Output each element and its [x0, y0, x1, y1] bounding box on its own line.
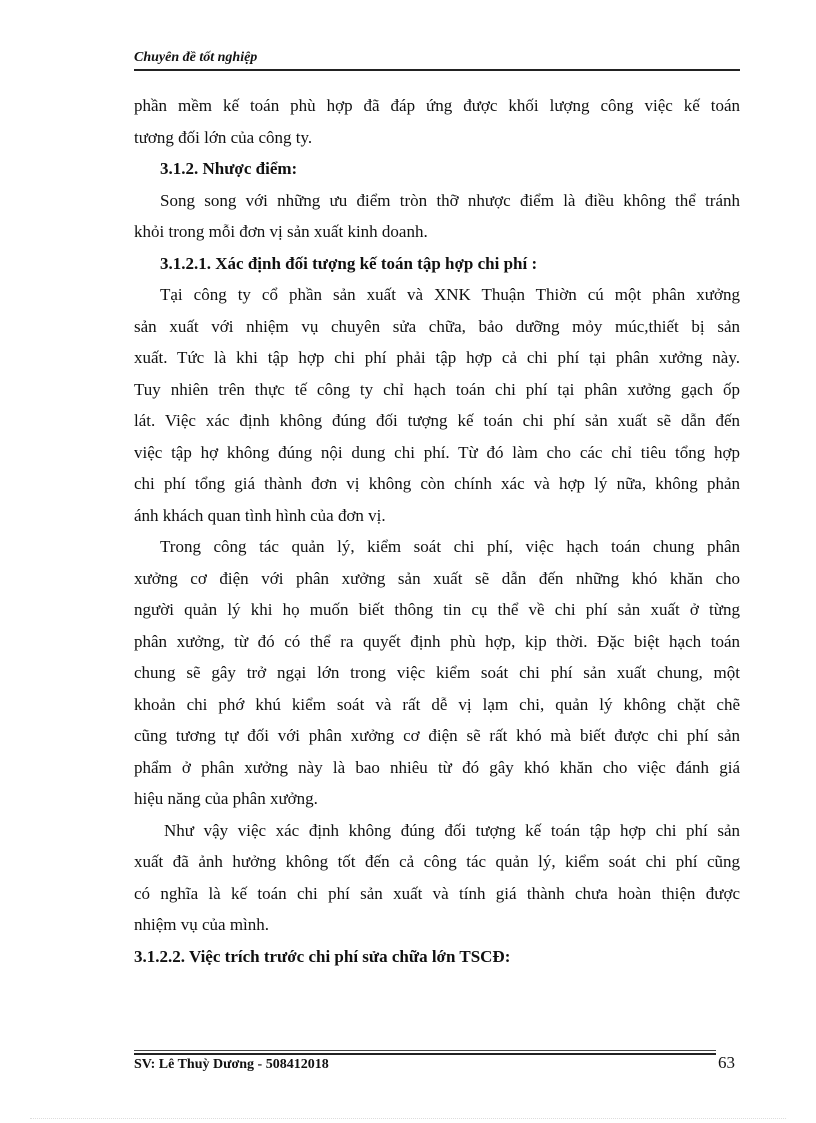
text-line: có nghĩa là kế toán chi phí sản xuất và tính giá thành chưa hoàn thiện được	[134, 883, 740, 903]
section-heading: 3.1.2.1. Xác định đối tượng kế toán tập hợp chi phí :	[160, 253, 538, 273]
text-line: khỏi trong mỗi đơn vị sản xuất kinh doanh.	[134, 222, 428, 241]
text-line: ánh khách quan tình hình của đơn vị.	[134, 505, 386, 525]
text-line: tương đối lớn của công ty.	[134, 127, 313, 147]
footer-rule-thick	[134, 1053, 716, 1055]
text-line: khoản chi phớ khú kiểm soát và rất dễ vị lạm chi, quản lý không chặt chẽ	[134, 694, 740, 714]
text-line: Song song với những ưu điểm tròn thỡ nhược điểm là điều không thể tránh	[160, 190, 740, 210]
text-line: xuất đã ảnh hưởng không tốt đến cả công tác quản lý, kiểm soát chi phí cũng	[134, 852, 740, 871]
text-line: nhiệm vụ của mình.	[134, 915, 270, 934]
text-line: việc tập hợ không đúng nội dung chi phí. Từ đó làm cho các chỉ tiêu tổng hợp	[134, 442, 740, 462]
page-number: 63	[718, 1053, 735, 1072]
text-line: phân xưởng, từ đó có thể ra quyết định phù hợp, kịp thời. Đặc biệt hạch toán	[134, 631, 740, 651]
text-line: Trong công tác quản lý, kiểm soát chi phí, việc hạch toán chung phân	[160, 537, 740, 556]
text-line: người quản lý khi họ muốn biết thông tin cụ thể về chi phí sản xuất ở từng	[134, 600, 740, 619]
footer-rule	[134, 1050, 716, 1051]
text-line: cũng tương tự đối với phân xưởng cơ điện sẽ rất khó mà biết được chi phí sản	[134, 726, 740, 745]
footer-student: SV: Lê Thuỳ Dương - 508412018	[134, 1057, 329, 1072]
text-line: phần mềm kế toán phù hợp đã đáp ứng được khối lượng công việc kế toán	[134, 96, 740, 115]
header-title: Chuyên đề tốt nghiệp	[134, 50, 258, 65]
text-line: Tại công ty cổ phần sản xuất và XNK Thuận Thiờn cú một phân xưởng	[160, 285, 740, 304]
section-heading: 3.1.2. Nhược điểm:	[160, 159, 298, 178]
section-heading: 3.1.2.2. Việc trích trước chi phí sửa chữa lớn TSCĐ:	[134, 946, 511, 966]
text-line: chi phí tổng giá thành đơn vị không còn chính xác và hợp lý nữa, không phản	[134, 474, 740, 493]
text-line: phẩm ở phân xưởng này là bao nhiêu từ đó gây khó khăn cho việc đánh giá	[134, 757, 740, 777]
text-line: hiệu năng của phân xưởng.	[134, 789, 318, 808]
text-line: xưởng cơ điện với phân xưởng sản xuất sẽ dẫn đến những khó khăn cho	[134, 568, 740, 588]
page-edge-dotted-line	[30, 1118, 786, 1119]
text-line: Như vậy việc xác định không đúng đối tượng kế toán tập hợp chi phí sản	[164, 820, 740, 840]
text-line: sản xuất với nhiệm vụ chuyên sửa chữa, bảo dưỡng mỏy múc,thiết bị sản	[134, 316, 740, 336]
text-line: chung sẽ gây trở ngại lớn trong việc kiểm soát chi phí sản xuất chung, một	[134, 663, 740, 682]
page-header	[134, 49, 740, 71]
document-body	[134, 90, 740, 972]
text-line: Tuy nhiên trên thực tế công ty chỉ hạch toán chi phí tại phân xưởng gạch ốp	[134, 379, 740, 399]
text-line: xuất. Tức là khi tập hợp chi phí phải tập hợp cả chi phí tại phân xưởng này.	[134, 348, 740, 367]
text-line: lát. Việc xác định không đúng đối tượng kế toán chi phí sản xuất sẽ dẫn đến	[134, 411, 740, 430]
